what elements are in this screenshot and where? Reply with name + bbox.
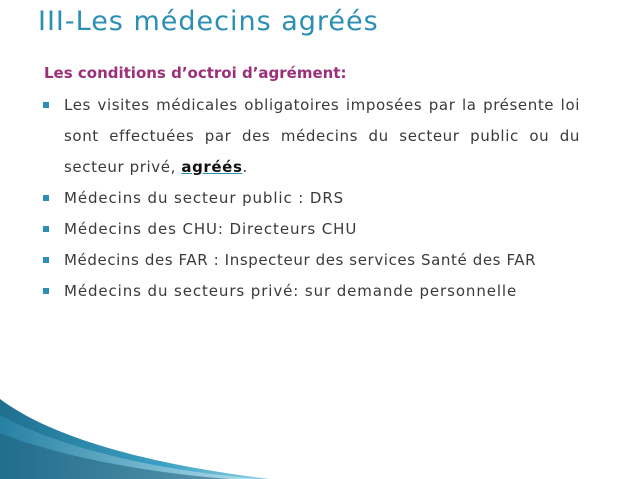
slide-title: III-Les médecins agréés <box>38 6 379 37</box>
bullet-text: Médecins du secteur public : DRS <box>64 189 345 207</box>
bullet-text: Médecins des CHU: Directeurs CHU <box>64 220 358 238</box>
square-bullet-icon <box>43 257 49 263</box>
square-bullet-icon <box>43 102 49 108</box>
bullet-item <box>40 183 580 214</box>
bullet-item <box>40 245 580 276</box>
subheading: Les conditions d’octroi d’agrément: <box>44 64 347 82</box>
bullet-text: Médecins des FAR : Inspecteur des services Santé des FAR <box>64 251 537 269</box>
bullet-list <box>40 90 580 307</box>
bullet-item <box>40 214 580 245</box>
bullet-suffix: . <box>242 158 248 176</box>
square-bullet-icon <box>43 288 49 294</box>
square-bullet-icon <box>43 226 49 232</box>
emphasis-text: agréés <box>181 158 243 176</box>
bullet-item <box>40 276 580 307</box>
bullet-item <box>40 90 580 183</box>
bullet-text: Médecins du secteurs privé: sur demande personnelle <box>64 282 518 300</box>
corner-swoosh-decoration <box>0 399 270 479</box>
square-bullet-icon <box>43 195 49 201</box>
bullet-text: Les visites médicales obligatoires imposées par la présente loi sont effectuées par des médecins du secteur public ou du secteur privé, <box>64 96 580 176</box>
